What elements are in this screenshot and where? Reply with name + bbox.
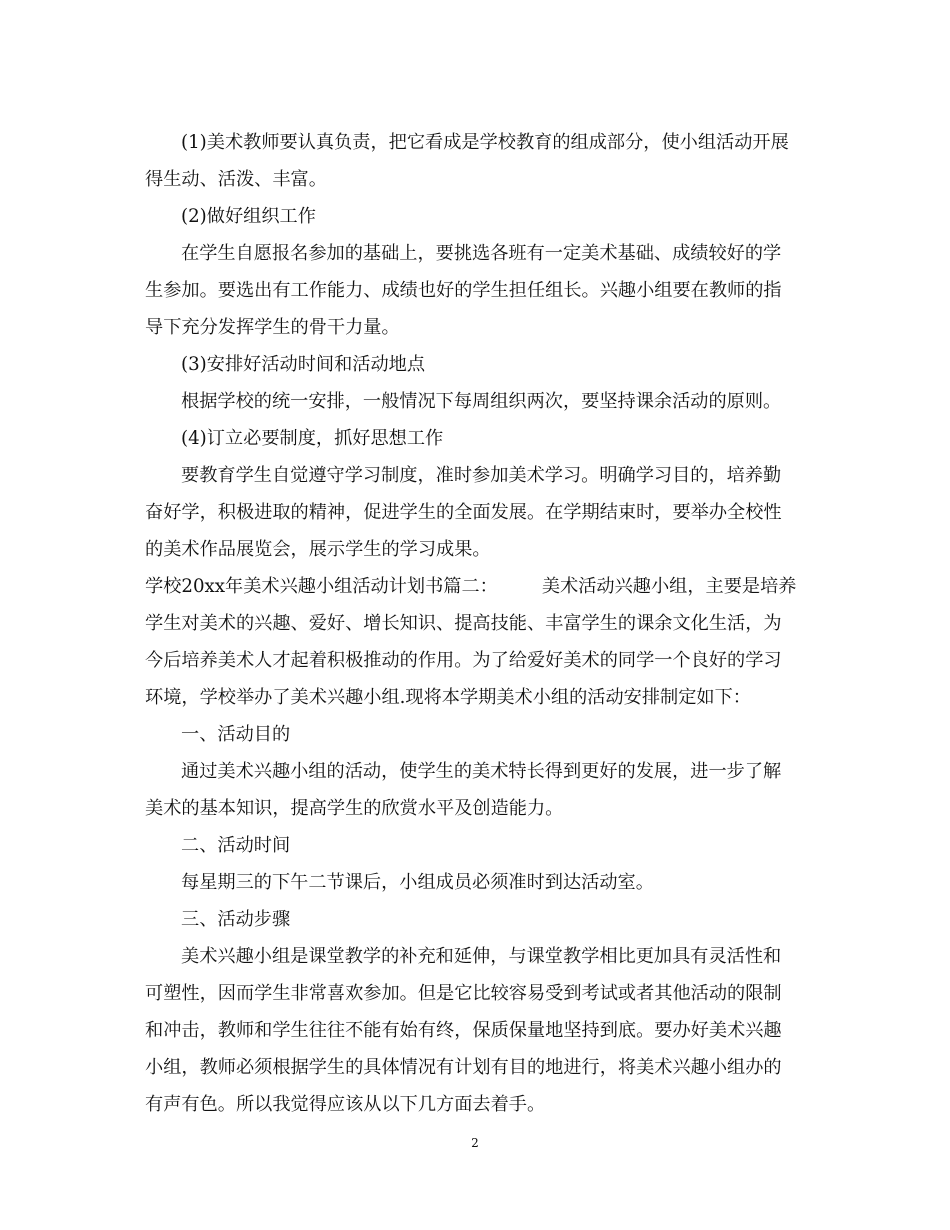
text-line: (1)美术教师要认真负责，把它看成是学校教育的组成部分，使小组活动开展 <box>181 132 789 153</box>
document-body <box>145 124 810 1123</box>
section-heading: 一、活动目的 <box>181 724 291 745</box>
text-line: 奋好学，积极进取的精神，促进学生的全面发展。在学期结束时，要举办全校性 <box>145 502 782 523</box>
text-line: 根据学校的统一安排，一般情况下每周组织两次，要坚持课余活动的原则。 <box>181 391 782 412</box>
section-heading: (4)订立必要制度，抓好思想工作 <box>181 428 444 449</box>
text-line: 可塑性，因而学生非常喜欢参加。但是它比较容易受到考试或者其他活动的限制 <box>145 983 782 1004</box>
text-line: 今后培养美术人才起着积极推动的作用。为了给爱好美术的同学一个良好的学习 <box>145 650 782 671</box>
text-line: 在学生自愿报名参加的基础上，要挑选各班有一定美术基础、成绩较好的学 <box>181 243 782 264</box>
text-line: 美术的基本知识，提高学生的欣赏水平及创造能力。 <box>145 798 564 819</box>
text-line: 美术活动兴趣小组，主要是培养 <box>541 576 797 597</box>
text-line: 通过美术兴趣小组的活动，使学生的美术特长得到更好的发展，进一步了解 <box>181 761 782 782</box>
text-line: 要教育学生自觉遵守学习制度，准时参加美术学习。明确学习目的，培养勤 <box>181 465 782 486</box>
text-line: 导下充分发挥学生的骨干力量。 <box>145 317 400 338</box>
text-line: 每星期三的下午二节课后，小组成员必须准时到达活动室。 <box>181 872 654 893</box>
text-line: 的美术作品展览会，展示学生的学习成果。 <box>145 539 491 560</box>
text-line: 得生动、活泼、丰富。 <box>145 169 327 190</box>
text-line: 环境，学校举办了美术兴趣小组.现将本学期美术小组的活动安排制定如下： <box>145 687 751 708</box>
section-heading: 三、活动步骤 <box>181 909 291 930</box>
page-number: 2 <box>471 1136 479 1150</box>
text-line: 学生对美术的兴趣、爱好、增长知识、提高技能、丰富学生的课余文化生活，为 <box>145 613 782 634</box>
section-heading: (3)安排好活动时间和活动地点 <box>181 354 426 375</box>
text-line: 美术兴趣小组是课堂教学的补充和延伸，与课堂教学相比更加具有灵活性和 <box>181 946 782 967</box>
text-line: 小组，教师必须根据学生的具体情况有计划有目的地进行，将美术兴趣小组办的 <box>145 1057 782 1078</box>
section-heading: (2)做好组织工作 <box>181 206 316 227</box>
article-title: 学校20xx年美术兴趣小组活动计划书篇二： <box>145 576 498 597</box>
text-line: 生参加。要选出有工作能力、成绩也好的学生担任组长。兴趣小组要在教师的指 <box>145 280 782 301</box>
text-line: 和冲击，教师和学生往往不能有始有终，保质保量地坚持到底。要办好美术兴趣 <box>145 1020 782 1041</box>
text-line: 有声有色。所以我觉得应该从以下几方面去着手。 <box>145 1094 546 1115</box>
section-heading: 二、活动时间 <box>181 835 291 856</box>
article-title-line <box>145 568 810 605</box>
